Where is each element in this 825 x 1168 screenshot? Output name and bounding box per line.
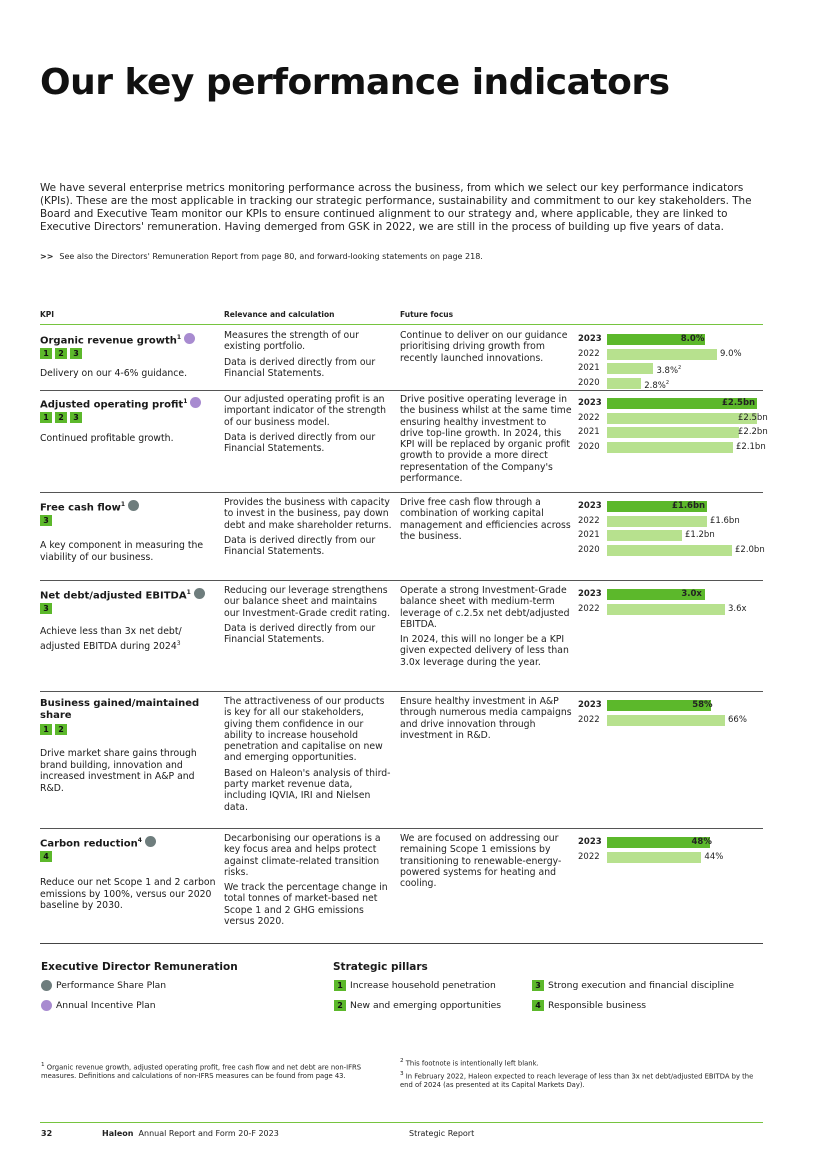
pillar-label: Increase household penetration [350, 980, 496, 991]
bar-row-2023 [578, 588, 763, 600]
bar-value-text: £2.2bn [738, 427, 768, 437]
pillar-badge: 1 [40, 348, 52, 359]
kpi-pillars [40, 412, 82, 423]
bar-year-label: 2023 [578, 837, 602, 847]
pillar-badge: 4 [40, 851, 52, 862]
bar-row-2020 [578, 544, 763, 556]
pillar-badge: 3 [40, 603, 52, 614]
kpi-description [40, 540, 218, 563]
header-relevance: Relevance and calculation [224, 310, 335, 319]
kpi-name [40, 835, 210, 850]
relevance-paragraph: Measures the strength of our existing portfolio. [224, 330, 359, 353]
relevance-paragraph: Our adjusted operating profit is an important indicator of the strength of our business model. [224, 394, 387, 428]
future-focus-paragraph: Operate a strong Investment-Grade balance sheet with medium-term leverage of c.2.5x net debt/adjusted EBITDA. [400, 585, 570, 630]
kpi-name-footnote: 4 [137, 837, 142, 844]
bar-row-2022 [578, 851, 763, 863]
relevance-cell [224, 833, 394, 931]
header-kpi: KPI [40, 310, 55, 319]
bar-year-label: 2022 [578, 412, 600, 423]
pillar-label: Responsible business [548, 1000, 647, 1011]
bar-row-2022 [578, 714, 763, 726]
bar-row-2023 [578, 333, 763, 345]
footnote-3 [400, 1070, 755, 1090]
bar-row-2021 [578, 426, 768, 438]
bar-2022 [607, 516, 707, 527]
bar-row-2020 [578, 377, 763, 389]
bar-value-footnote: 2 [665, 379, 670, 386]
footer-brand: Haleon [102, 1129, 134, 1138]
kpi-description-text: A key component in measuring the viability of our business. [40, 540, 204, 563]
purple-dot-icon [41, 1000, 52, 1011]
kpi-pillars [40, 851, 52, 862]
legend-pillar-3 [532, 980, 734, 991]
see-also-text: See also the Directors' Remuneration Report from page 80, and forward-looking statements on page 218. [59, 252, 483, 261]
bar-value-label [710, 515, 740, 527]
kpi-pillars [40, 515, 52, 526]
kpi-pillars [40, 724, 67, 735]
kpi-name-footnote: 1 [186, 589, 191, 596]
bar-year-label: 2022 [578, 515, 600, 526]
footer-report [102, 1129, 279, 1138]
pillar-label: New and emerging opportunities [350, 1000, 502, 1011]
bar-value-label [735, 544, 765, 556]
relevance-cell [224, 394, 394, 458]
future-focus-cell [400, 833, 572, 893]
future-focus-paragraph: In 2024, this will no longer be a KPI given expected delivery of less than 3.0x leverage during the year. [400, 634, 569, 668]
bar-value-label [692, 699, 712, 711]
future-focus-paragraph: Drive positive operating leverage in the business whilst at the same time ensuring healthy investment to drive top-line growth. In 2024, this KPI will be replaced by organic profit growth to provide a more direct representation of the Company's performance. [400, 394, 572, 485]
kpi-name-text: Business gained/maintained share [40, 698, 200, 721]
bar-year-label: 2022 [578, 348, 600, 359]
bar-year-label: 2023 [578, 334, 602, 344]
bar-value-label [656, 362, 681, 377]
kpi-description [40, 877, 218, 912]
kpi-name-text: Carbon reduction [40, 838, 138, 850]
bar-year-label: 2023 [578, 589, 602, 599]
bar-value-label [681, 588, 702, 600]
future-focus-cell [400, 330, 572, 368]
bar-row-2023 [578, 836, 763, 848]
bar-row-2022 [578, 412, 768, 424]
pillar-label: Strong execution and financial discipline [548, 980, 735, 991]
pillar-badge: 1 [40, 724, 52, 735]
bar-year-label: 2022 [578, 714, 600, 725]
pillar-badge: 2 [55, 412, 67, 423]
bar-year-label: 2022 [578, 851, 600, 862]
remuneration-legend-title: Executive Director Remuneration [41, 961, 238, 973]
legend-pillar-1 [334, 980, 496, 991]
bar-year-label: 2023 [578, 700, 602, 710]
bar-year-label: 2023 [578, 398, 602, 408]
intro-paragraph: We have several enterprise metrics monitoring performance across the business, from which we select our key performance indicators (KPIs). These are the most applicable in tracking our strategic performance, sustainability and commitment to our key stakeholders. The Board and Executive Team monitor our KPIs to ensure continued alignment to our strategy and, where applicable, they are linked to Executive Directors' remuneration. Having demerged from GSK in 2022, we are still in the process of building up five years of data. [40, 182, 752, 233]
legend-performance-share-plan [41, 980, 166, 991]
bar-value-label [704, 851, 723, 863]
bar-value-text: 66% [728, 714, 747, 725]
kpi-description [40, 433, 218, 445]
bar-2020 [607, 442, 733, 453]
bar-year-label: 2021 [578, 427, 600, 437]
future-focus-paragraph: Drive free cash flow through a combination of working capital management and efficiencies across the business. [400, 497, 571, 542]
future-focus-cell [400, 696, 572, 745]
bar-value-label [738, 412, 768, 424]
future-focus-cell [400, 394, 572, 488]
bar-value-text: £2.0bn [735, 544, 765, 555]
header-divider [40, 324, 763, 325]
kpi-name-text: Free cash flow [40, 502, 121, 514]
kpi-name [40, 698, 210, 722]
bar-value-text: £2.5bn [722, 398, 756, 408]
bar-value-text: 8.0% [680, 334, 705, 344]
bar-row-2023 [578, 397, 763, 409]
bar-value-text: 3.6x [728, 603, 747, 614]
relevance-paragraph: Data is derived directly from our Financial Statements. [224, 622, 376, 646]
relevance-cell [224, 497, 394, 561]
relevance-cell [224, 696, 394, 817]
bar-value-text: 48% [691, 837, 712, 847]
footnote-1-number: 1 [41, 1062, 45, 1068]
bar-value-label [728, 603, 747, 615]
footnote-2-text: This footnote is intentionally left blank. [405, 1059, 539, 1068]
kpi-description-footnote: 3 [176, 639, 181, 647]
kpi-name [40, 396, 210, 411]
bar-value-text: £2.1bn [736, 441, 766, 452]
bar-year-label: 2020 [578, 377, 600, 388]
kpi-name-text: Adjusted operating profit [40, 399, 184, 411]
legend-annual-incentive-plan [41, 1000, 156, 1011]
relevance-paragraph: Data is derived directly from our Financial Statements. [224, 356, 376, 379]
relevance-paragraph: Data is derived directly from our Financial Statements. [224, 431, 376, 455]
bar-value-label [738, 426, 768, 438]
see-also-marker: >> [40, 252, 54, 261]
bar-value-label [720, 348, 742, 360]
header-future: Future focus [400, 310, 454, 319]
kpi-name [40, 499, 210, 514]
annual-incentive-plan-icon [184, 333, 195, 344]
bar-value-text: 3.8% [656, 365, 679, 376]
footnote-1-text: Organic revenue growth, adjusted operating profit, free cash flow and net debt are non-IFRS measures. Definitions and calculations of non-IFRS measures can be found from page 43. [41, 1063, 362, 1081]
footnote-3-number: 3 [400, 1071, 404, 1077]
kpi-description-text: Continued profitable growth. [40, 433, 174, 444]
relevance-paragraph: Provides the business with capacity to invest in the business, pay down debt and make shareholder returns. [224, 497, 392, 531]
row-divider [40, 691, 763, 692]
kpi-description-text: Delivery on our 4-6% guidance. [40, 368, 188, 379]
kpi-description-text: Drive market share gains through brand building, innovation and increased investment in A&P and R&D. [40, 748, 197, 794]
bar-value-label [672, 500, 705, 512]
kpi-name [40, 587, 210, 602]
pillar-badge: 4 [532, 1000, 544, 1011]
grey-dot-icon [41, 980, 52, 991]
relevance-cell [224, 585, 394, 649]
legend-psp-label: Performance Share Plan [56, 980, 167, 991]
bar-year-label: 2021 [578, 363, 600, 373]
bar-row-2022 [578, 348, 763, 360]
row-divider [40, 390, 763, 391]
relevance-cell [224, 330, 394, 383]
kpi-description [40, 368, 218, 380]
pillar-badge: 2 [55, 724, 67, 735]
bar-2022 [607, 413, 757, 424]
legend-pillar-4 [532, 1000, 646, 1011]
kpi-name-footnote: 1 [176, 334, 182, 341]
bar-row-2022 [578, 515, 763, 527]
kpi-name-text: Organic revenue growth [40, 335, 177, 347]
bar-value-label [736, 441, 766, 453]
row-divider [40, 828, 763, 829]
pillars-legend-title: Strategic pillars [333, 961, 428, 973]
bar-year-label: 2022 [578, 603, 600, 614]
bar-row-2020 [578, 441, 766, 453]
pillar-badge: 3 [70, 348, 82, 359]
bar-value-text: 3.0x [681, 589, 702, 599]
footnote-1 [41, 1061, 386, 1081]
footnote-2 [400, 1057, 755, 1068]
bar-2022 [607, 604, 725, 615]
row-divider [40, 492, 763, 493]
footer-section: Strategic Report [409, 1129, 475, 1138]
bar-value-footnote: 2 [678, 365, 682, 371]
bar-2022 [607, 852, 701, 863]
pillar-badge: 1 [40, 412, 52, 423]
bar-year-label: 2020 [578, 441, 600, 452]
bar-value-text: 2.8% [644, 380, 666, 391]
performance-share-plan-icon [128, 500, 139, 511]
bar-2022 [607, 349, 717, 360]
footer-report-title: Annual Report and Form 20-F 2023 [138, 1129, 279, 1138]
footnote-2-number: 2 [400, 1058, 404, 1064]
bar-value-text: £1.6bn [672, 501, 706, 511]
bar-value-label [728, 714, 747, 726]
pillar-badge: 3 [40, 515, 52, 526]
bar-value-label [681, 333, 705, 345]
pillar-badge: 2 [334, 1000, 346, 1011]
relevance-paragraph: We track the percentage change in total tonnes of market-based net Scope 1 and 2 GHG emissions versus 2020. [224, 882, 388, 928]
performance-share-plan-icon [194, 588, 205, 599]
pillar-badge: 2 [55, 348, 67, 359]
relevance-paragraph: Reducing our leverage strengthens our balance sheet and maintains our Investment-Grade credit rating. [224, 585, 391, 619]
future-focus-paragraph: Ensure healthy investment in A&P through numerous media campaigns and drive innovation through investment in R&D. [400, 696, 572, 741]
kpi-description-text: Reduce our net Scope 1 and 2 carbon emissions by 100%, versus our 2020 baseline by 2030. [40, 877, 216, 911]
pillar-badge: 3 [532, 980, 544, 991]
bar-year-label: 2023 [578, 501, 602, 511]
kpi-pillars [40, 603, 52, 614]
performance-share-plan-icon [145, 836, 156, 847]
see-also-note [40, 252, 483, 261]
bar-value-text: 44% [704, 851, 724, 862]
kpi-description [40, 626, 218, 652]
kpi-description-text: Achieve less than 3x net debt/ adjusted EBITDA during 2024 [40, 626, 182, 652]
future-focus-paragraph: We are focused on addressing our remaining Scope 1 emissions by transitioning to renewable-energy-powered systems for heating and cooling. [400, 833, 562, 890]
legend-aip-label: Annual Incentive Plan [56, 1000, 156, 1011]
future-focus-cell [400, 497, 572, 546]
relevance-paragraph: Based on Haleon's analysis of third-party market revenue data, including IQVIA, IRI and Nielsen data. [224, 767, 391, 813]
kpi-description [40, 748, 218, 794]
bar-2020 [607, 378, 641, 389]
bar-row-2022 [578, 603, 763, 615]
relevance-paragraph: Data is derived directly from our Financial Statements. [224, 534, 376, 558]
kpi-name-text: Net debt/adjusted EBITDA [40, 590, 187, 602]
bar-value-text: 9.0% [720, 348, 742, 359]
page-title: Our key performance indicators [40, 62, 670, 103]
bar-value-text: £2.5bn [738, 412, 768, 423]
footer-divider [40, 1122, 763, 1123]
bar-value-text: £1.2bn [685, 530, 715, 540]
future-focus-paragraph: Continue to deliver on our guidance prioritising driving growth from recently launched innovations. [400, 330, 568, 364]
future-focus-cell [400, 585, 572, 672]
bar-row-2021 [578, 362, 763, 374]
bar-year-label: 2020 [578, 544, 600, 555]
bar-2022 [607, 715, 725, 726]
bar-value-text: £1.6bn [710, 515, 740, 526]
bar-value-label [692, 836, 712, 848]
page-number: 32 [41, 1129, 53, 1138]
kpi-name-footnote: 1 [120, 501, 126, 508]
bar-2021 [607, 363, 653, 374]
pillar-badge: 3 [70, 412, 82, 423]
kpi-pillars [40, 348, 82, 359]
relevance-paragraph: Decarbonising our operations is a key focus area and helps protect against climate-related transition risks. [224, 833, 381, 878]
bar-value-label [722, 397, 755, 409]
annual-incentive-plan-icon [190, 397, 201, 408]
table-bottom-divider [40, 943, 763, 944]
bar-row-2023 [578, 699, 763, 711]
kpi-name [40, 332, 210, 347]
bar-year-label: 2021 [578, 530, 600, 540]
bar-2021 [607, 427, 739, 438]
kpi-name-footnote: 1 [183, 398, 188, 405]
relevance-paragraph: The attractiveness of our products is key for all our stakeholders, giving them confidence in our ability to increase household penetration and capitalise on new and emerging opportunities. [224, 696, 385, 764]
bar-row-2023 [578, 500, 763, 512]
bar-2020 [607, 545, 732, 556]
bar-value-text: 58% [692, 700, 713, 710]
bar-row-2021 [578, 529, 763, 541]
pillar-badge: 1 [334, 980, 346, 991]
bar-2021 [607, 530, 682, 541]
footnote-3-text: In February 2022, Haleon expected to reach leverage of less than 3x net debt/adjusted EBITDA by the end of 2024 (as presented at its Capital Markets Day). [400, 1072, 754, 1090]
legend-pillar-2 [334, 1000, 501, 1011]
row-divider [40, 580, 763, 581]
bar-value-label [685, 529, 715, 541]
